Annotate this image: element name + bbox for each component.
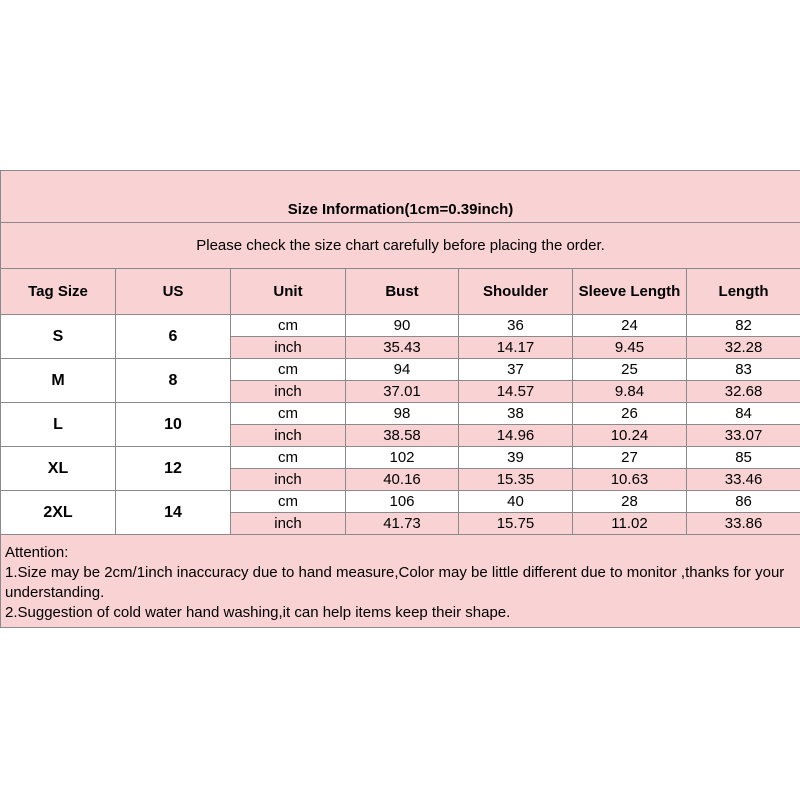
us-size-cell: 10 <box>116 403 231 447</box>
unit-cell: inch <box>231 513 346 535</box>
length-cell: 33.07 <box>687 425 800 447</box>
bust-cell: 38.58 <box>346 425 459 447</box>
length-cell: 32.68 <box>687 381 800 403</box>
length-cell: 85 <box>687 447 800 469</box>
bust-cell: 102 <box>346 447 459 469</box>
sleeve-cell: 27 <box>573 447 687 469</box>
unit-cell: inch <box>231 381 346 403</box>
length-cell: 86 <box>687 491 800 513</box>
bust-cell: 40.16 <box>346 469 459 491</box>
tag-size-cell: XL <box>1 447 116 491</box>
shoulder-cell: 14.17 <box>459 337 573 359</box>
sleeve-cell: 9.84 <box>573 381 687 403</box>
tag-size-cell: L <box>1 403 116 447</box>
bust-cell: 41.73 <box>346 513 459 535</box>
length-cell: 82 <box>687 315 800 337</box>
attention-notes <box>1 535 800 628</box>
tag-size-cell: M <box>1 359 116 403</box>
tag-size-cell: 2XL <box>1 491 116 535</box>
shoulder-cell: 37 <box>459 359 573 381</box>
length-cell: 32.28 <box>687 337 800 359</box>
us-size-cell: 6 <box>116 315 231 359</box>
attention-line-2: 2.Suggestion of cold water hand washing,it can help items keep their shape. <box>5 604 511 621</box>
unit-cell: cm <box>231 315 346 337</box>
unit-cell: cm <box>231 359 346 381</box>
header-bust: Bust <box>346 269 459 315</box>
table-row <box>1 491 800 513</box>
header-length: Length <box>687 269 800 315</box>
bust-cell: 90 <box>346 315 459 337</box>
sleeve-cell: 25 <box>573 359 687 381</box>
table-row <box>1 403 800 425</box>
attention-line-1: 1.Size may be 2cm/1inch inaccuracy due to hand measure,Color may be little different due to monitor ,thanks for your understanding. <box>5 564 785 601</box>
us-size-cell: 8 <box>116 359 231 403</box>
shoulder-cell: 15.35 <box>459 469 573 491</box>
length-cell: 33.46 <box>687 469 800 491</box>
sleeve-cell: 10.63 <box>573 469 687 491</box>
us-size-cell: 14 <box>116 491 231 535</box>
shoulder-cell: 15.75 <box>459 513 573 535</box>
table-row <box>1 359 800 381</box>
length-cell: 83 <box>687 359 800 381</box>
shoulder-cell: 39 <box>459 447 573 469</box>
size-table <box>0 170 800 628</box>
shoulder-cell: 14.96 <box>459 425 573 447</box>
shoulder-cell: 38 <box>459 403 573 425</box>
sleeve-cell: 28 <box>573 491 687 513</box>
sleeve-cell: 24 <box>573 315 687 337</box>
header-unit: Unit <box>231 269 346 315</box>
bust-cell: 106 <box>346 491 459 513</box>
unit-cell: cm <box>231 447 346 469</box>
unit-cell: inch <box>231 337 346 359</box>
us-size-cell: 12 <box>116 447 231 491</box>
size-chart <box>0 170 800 628</box>
unit-cell: cm <box>231 491 346 513</box>
header-row <box>1 269 800 315</box>
sleeve-cell: 10.24 <box>573 425 687 447</box>
unit-cell: inch <box>231 425 346 447</box>
bust-cell: 98 <box>346 403 459 425</box>
shoulder-cell: 40 <box>459 491 573 513</box>
header-sleeve-length: Sleeve Length <box>573 269 687 315</box>
unit-cell: cm <box>231 403 346 425</box>
header-us: US <box>116 269 231 315</box>
table-row <box>1 315 800 337</box>
shoulder-cell: 36 <box>459 315 573 337</box>
bust-cell: 35.43 <box>346 337 459 359</box>
table-row <box>1 447 800 469</box>
header-shoulder: Shoulder <box>459 269 573 315</box>
unit-cell: inch <box>231 469 346 491</box>
bust-cell: 37.01 <box>346 381 459 403</box>
length-cell: 84 <box>687 403 800 425</box>
sleeve-cell: 11.02 <box>573 513 687 535</box>
bust-cell: 94 <box>346 359 459 381</box>
sleeve-cell: 26 <box>573 403 687 425</box>
tag-size-cell: S <box>1 315 116 359</box>
chart-subtitle: Please check the size chart carefully before placing the order. <box>1 223 800 269</box>
length-cell: 33.86 <box>687 513 800 535</box>
header-tag-size: Tag Size <box>1 269 116 315</box>
chart-title: Size Information(1cm=0.39inch) <box>1 171 800 223</box>
sleeve-cell: 9.45 <box>573 337 687 359</box>
attention-heading: Attention: <box>5 544 69 561</box>
shoulder-cell: 14.57 <box>459 381 573 403</box>
